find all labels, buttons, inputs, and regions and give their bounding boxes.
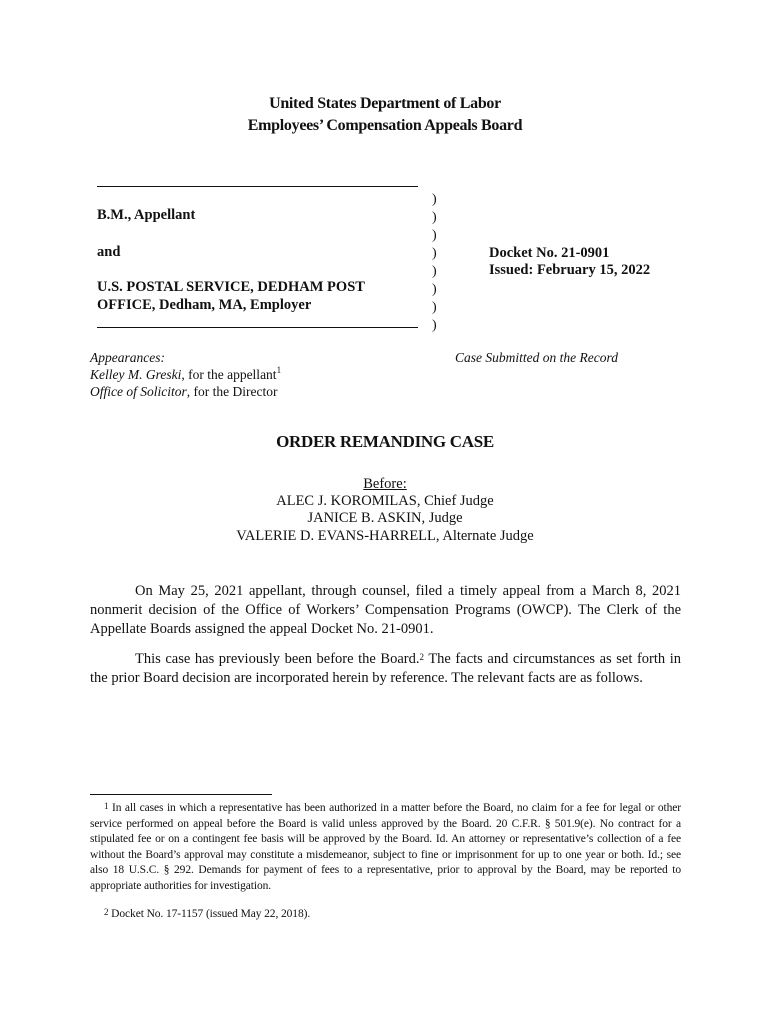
footnote-2-number: 2 [104,907,109,917]
director-representative [90,384,277,400]
footnote-ref-1: 1 [276,365,282,375]
footnote-1 [90,801,681,894]
issued-date: Issued: February 15, 2022 [489,262,651,278]
judge-2: JANICE B. ASKIN, Judge [307,510,463,526]
footnote-2-text: Docket No. 17-1157 (issued May 22, 2018). [108,908,311,920]
caption-top-rule [97,186,418,187]
agency-title: United States Department of Labor [269,95,501,112]
case-submitted-note: Case Submitted on the Record [455,350,618,365]
before-text: Before: [363,476,407,492]
director-rep-name: Office of Solicitor [90,384,187,399]
footnote-ref-2: 2 [419,652,424,662]
caption-and: and [97,244,121,260]
board-title: Employees’ Compensation Appeals Board [247,117,523,134]
appearances-label: Appearances: [90,350,165,365]
footnote-1-number: 1 [104,801,109,811]
before-label [0,476,770,493]
director-rep-role: , for the Director [186,384,278,399]
appellant-rep-role: , for the appellant [181,367,277,382]
footnote-2 [90,907,681,923]
paragraph-2-b: The facts and circumstances as set forth in the prior Board decision are incorporated herein by reference. The relevant facts are as follows. [90,651,681,686]
appellant-name: B.M., Appellant [97,207,196,223]
appellant-rep-name: Kelley M. Greski [90,367,182,382]
paragraph-2 [90,650,681,688]
employer-line-2: OFFICE, Dedham, MA, Employer [97,297,312,313]
judge-1: ALEC J. KOROMILAS, Chief Judge [276,493,494,509]
order-title: ORDER REMANDING CASE [276,432,494,451]
appellant-representative [90,367,281,383]
paragraph-2-a: This case has previously been before the Board. [135,651,420,667]
docket-number: Docket No. 21-0901 [489,245,610,261]
employer-line-1: U.S. POSTAL SERVICE, DEDHAM POST [97,279,365,295]
caption-parentheses: ) ) ) ) ) ) ) ) [432,192,437,333]
judge-3: VALERIE D. EVANS-HARRELL, Alternate Judge [236,528,534,544]
footnote-separator [90,794,272,795]
footnote-1-text: In all cases in which a representative has been authorized in a matter before the Board, no claim for a fee for legal or other service performed on appeal before the Board is valid unless approved by the Board. 20 C.F.R. § 501.9(e). No contract for a stipulated fee or on a contingent fee basis will be approved by the Board. Id. An attorney or representative’s collection of a fee without the Board’s approval may constitute a misdemeanor, subject to fine or imprisonment for up to one year or both. Id.; see also 18 U.S.C. § 292. Demands for payment of fees to a representative, prior to approval by the Board, may be reported to appropriate authorities for investigation. [90,802,681,892]
paragraph-1: On May 25, 2021 appellant, through counsel, filed a timely appeal from a March 8, 2021 nonmerit decision of the Office of Workers’ Compensation Programs (OWCP). The Clerk of the Appellate Boards assigned the appeal Docket No. 21-0901. [90,583,681,637]
caption-bottom-rule [97,327,418,328]
